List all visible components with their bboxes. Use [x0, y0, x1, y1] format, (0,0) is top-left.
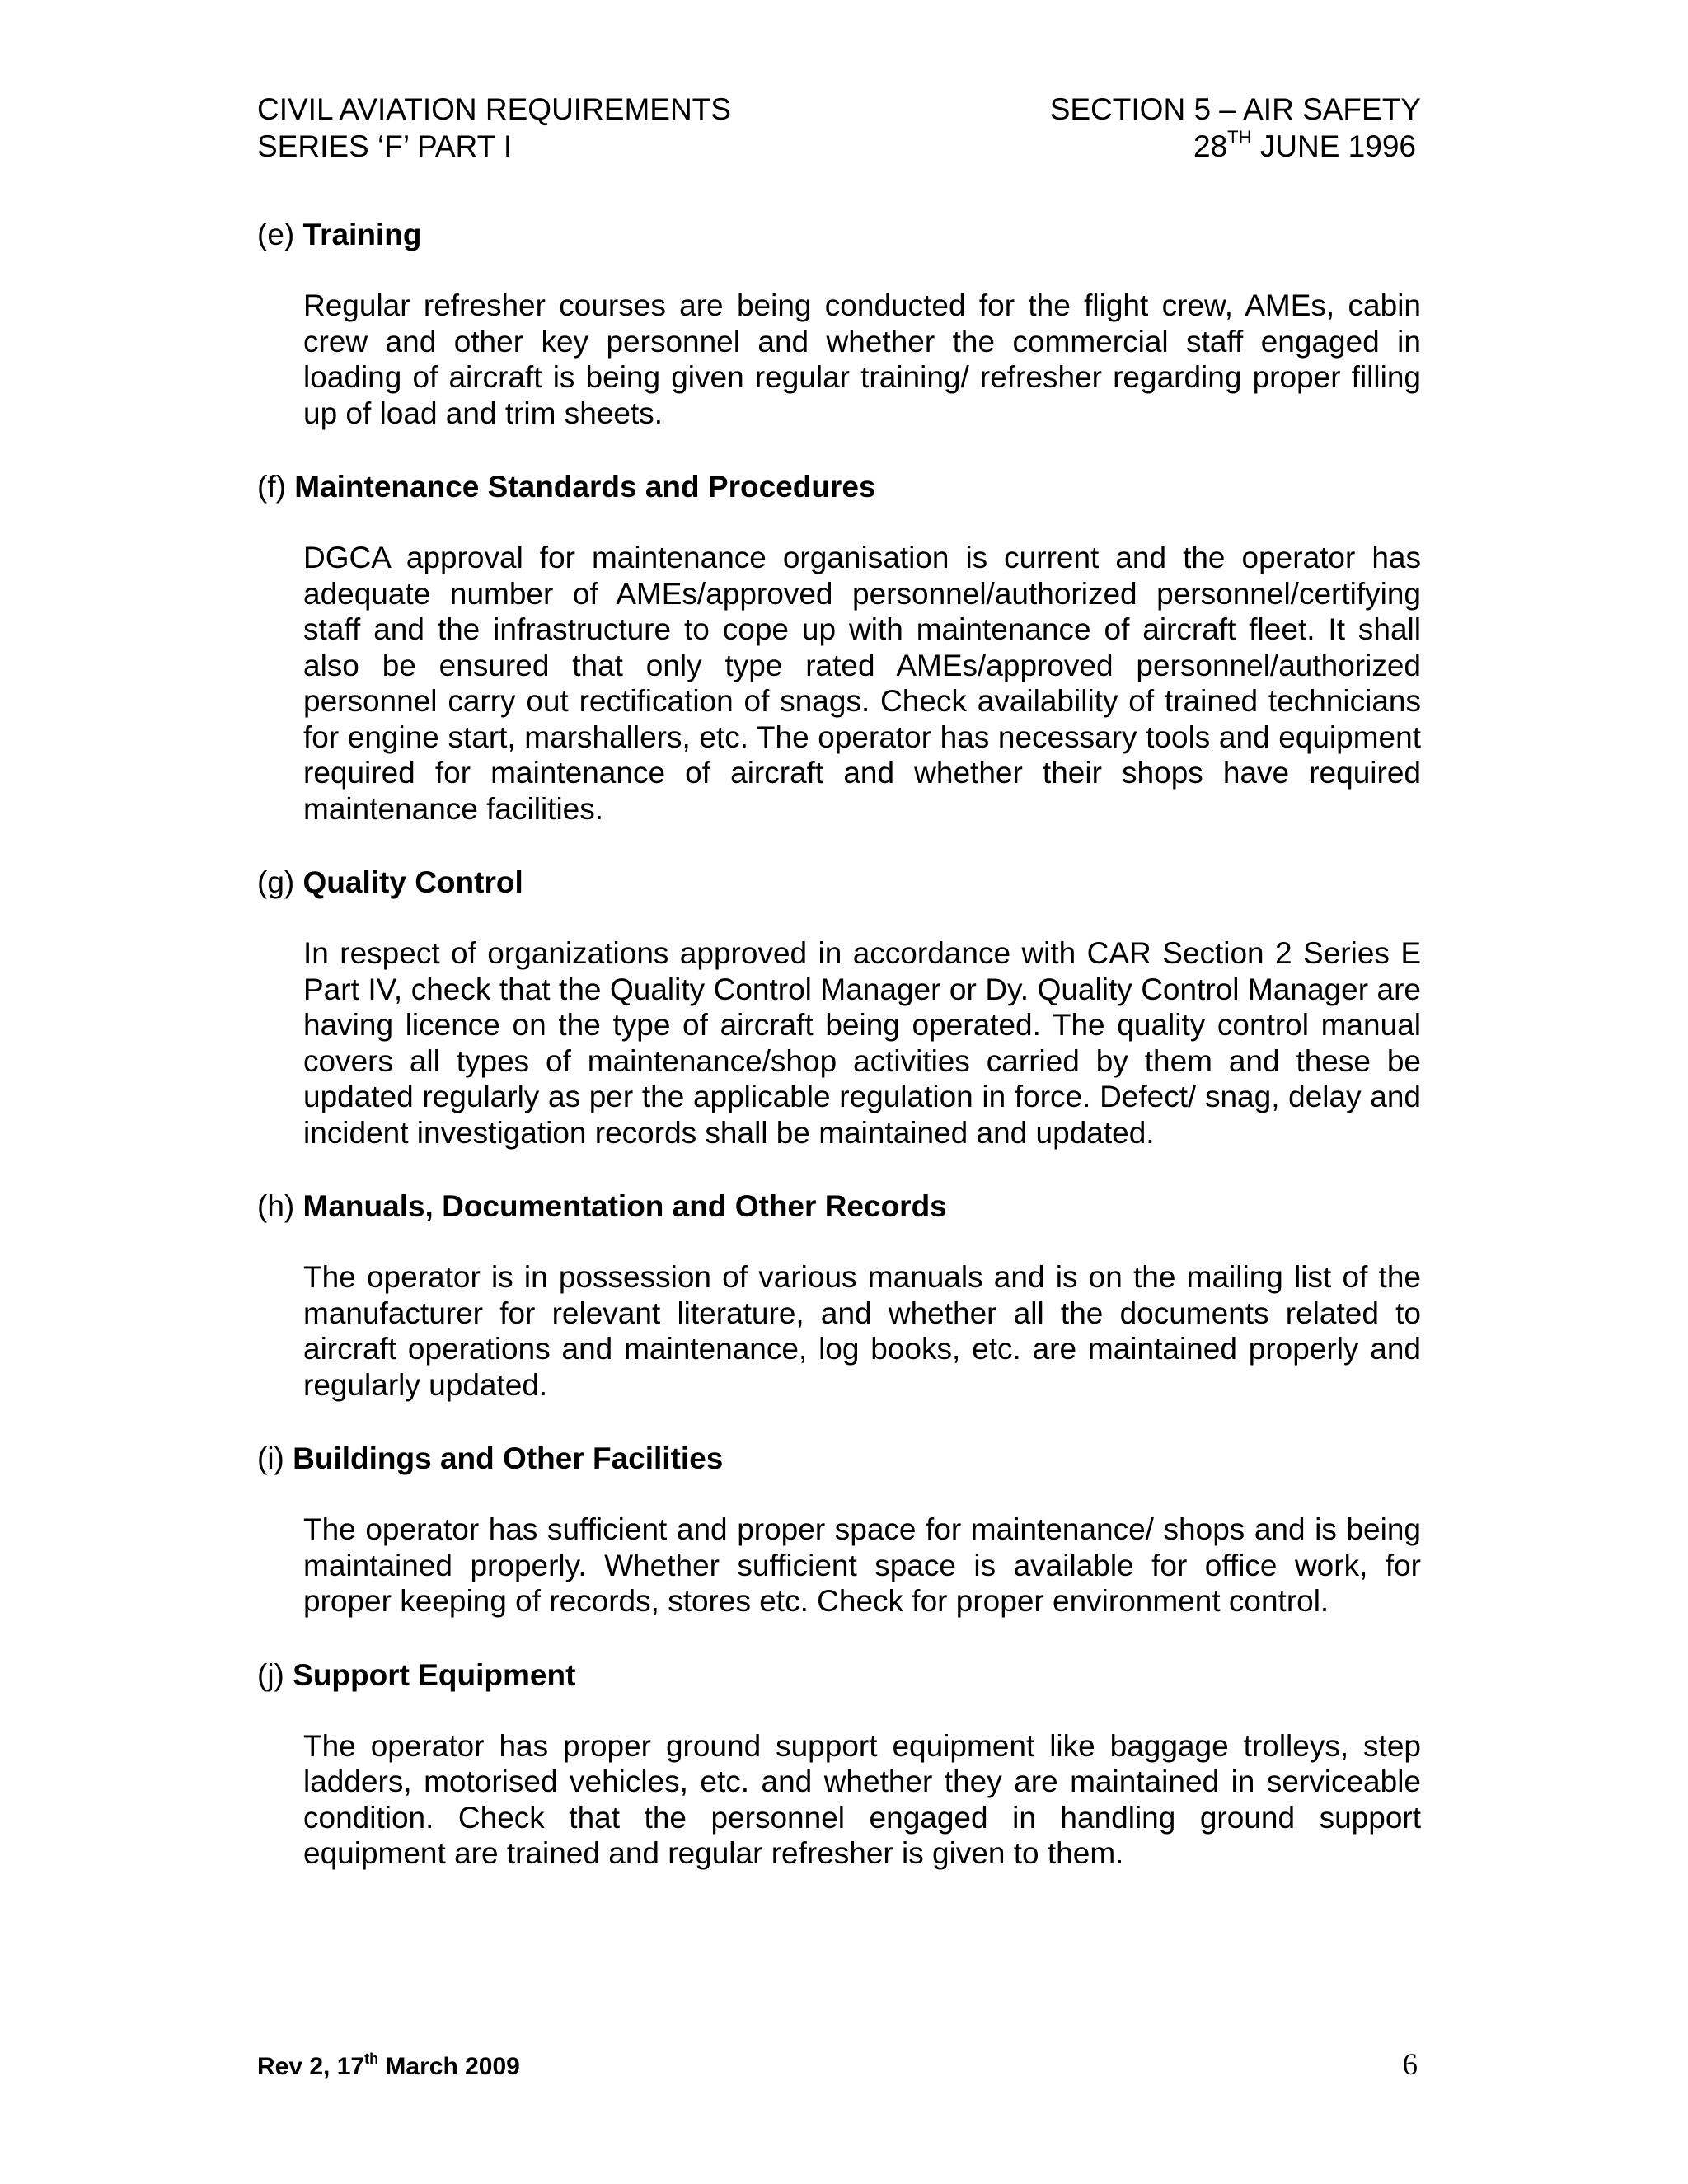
section-heading: [257, 469, 1421, 505]
section-paragraph: The operator is in possession of various manuals and is on the mailing list of the manufacturer for relevant literature, and whether all the documents related to aircraft operations and maintenance, log books, etc. are maintained properly and regularly updated.: [303, 1260, 1421, 1402]
revision-prefix: Rev 2, 17: [257, 2053, 365, 2080]
section-paragraph: In respect of organizations approved in accordance with CAR Section 2 Series E Part IV, check that the Quality Control Manager or Dy. Quality Control Manager are having licence on the type of aircraft being operated. The quality control manual covers all types of maintenance/shop activities carried by them and these be updated regularly as per the applicable regulation in force. Defect/ snag, delay and incident investigation records shall be maintained and updated.: [303, 936, 1421, 1150]
section-heading: [257, 865, 1421, 901]
section-title: Support Equipment: [293, 1657, 576, 1692]
section-heading: [257, 217, 1421, 253]
section-heading: [257, 1188, 1421, 1225]
section-heading: [257, 1441, 1421, 1477]
section-title: Maintenance Standards and Procedures: [294, 470, 876, 504]
section-label: (g): [257, 865, 295, 899]
page-header: [257, 91, 1421, 165]
header-date-rest: JUNE 1996: [1251, 129, 1416, 163]
section-title: Training: [302, 218, 422, 251]
section-support-equipment: [257, 1657, 1421, 1872]
section-label: (i): [257, 1441, 284, 1475]
section-manuals-records: [257, 1188, 1421, 1403]
section-paragraph: The operator has proper ground support equipment like baggage trolleys, step ladders, motorised vehicles, etc. and whether they are maintained in serviceable condition. Check that the personnel engaged in handling ground support equipment are trained and regular refresher is given to them.: [303, 1728, 1421, 1870]
header-row-1: [257, 91, 1421, 128]
section-training: [257, 217, 1421, 431]
section-paragraph: The operator has sufficient and proper space for maintenance/ shops and is being maintained properly. Whether sufficient space is available for office work, for proper keeping of records, stores etc. Check for proper environment control.: [303, 1512, 1421, 1618]
section-title: Manuals, Documentation and Other Records: [302, 1189, 947, 1223]
header-date: [1193, 128, 1421, 165]
page-number: 6: [1402, 2048, 1418, 2082]
header-series: SERIES ‘F’ PART I: [257, 129, 513, 163]
header-date-suffix: TH: [1227, 126, 1252, 148]
section-label: (e): [257, 218, 295, 251]
revision-info: [257, 2050, 520, 2081]
section-label: (h): [257, 1189, 295, 1223]
revision-suffix: March 2009: [378, 2053, 520, 2080]
header-section-title: SECTION 5 – AIR SAFETY: [1049, 92, 1421, 126]
section-maintenance-standards: [257, 469, 1421, 827]
section-buildings-facilities: [257, 1441, 1421, 1619]
header-date-day: 28: [1193, 129, 1228, 163]
section-paragraph: Regular refresher courses are being conducted for the flight crew, AMEs, cabin crew and other key personnel and whether the commercial staff engaged in loading of aircraft is being given regular training/ refresher regarding proper filling up of load and trim sheets.: [303, 288, 1421, 430]
revision-day-suffix: th: [364, 2050, 379, 2067]
section-paragraph: DGCA approval for maintenance organisation is current and the operator has adequate number of AMEs/approved personnel/authorized personnel/certifying staff and the infrastructure to cope up with maintenance of aircraft fleet. It shall also be ensured that only type rated AMEs/approved personnel/authorized personnel carry out rectification of snags. Check availability of trained technicians for engine start, marshallers, etc. The operator has necessary tools and equipment required for maintenance of aircraft and whether their shops have required maintenance facilities.: [303, 541, 1421, 826]
section-label: (j): [257, 1657, 284, 1692]
header-document-title: CIVIL AVIATION REQUIREMENTS: [257, 92, 731, 126]
document-body: [257, 217, 1421, 1910]
header-row-2: [257, 128, 1421, 165]
section-quality-control: [257, 865, 1421, 1151]
section-label: (f): [257, 470, 286, 504]
page-footer: [257, 2047, 1421, 2083]
section-title: Quality Control: [302, 865, 523, 899]
section-title: Buildings and Other Facilities: [293, 1441, 724, 1475]
section-heading: [257, 1657, 1421, 1694]
